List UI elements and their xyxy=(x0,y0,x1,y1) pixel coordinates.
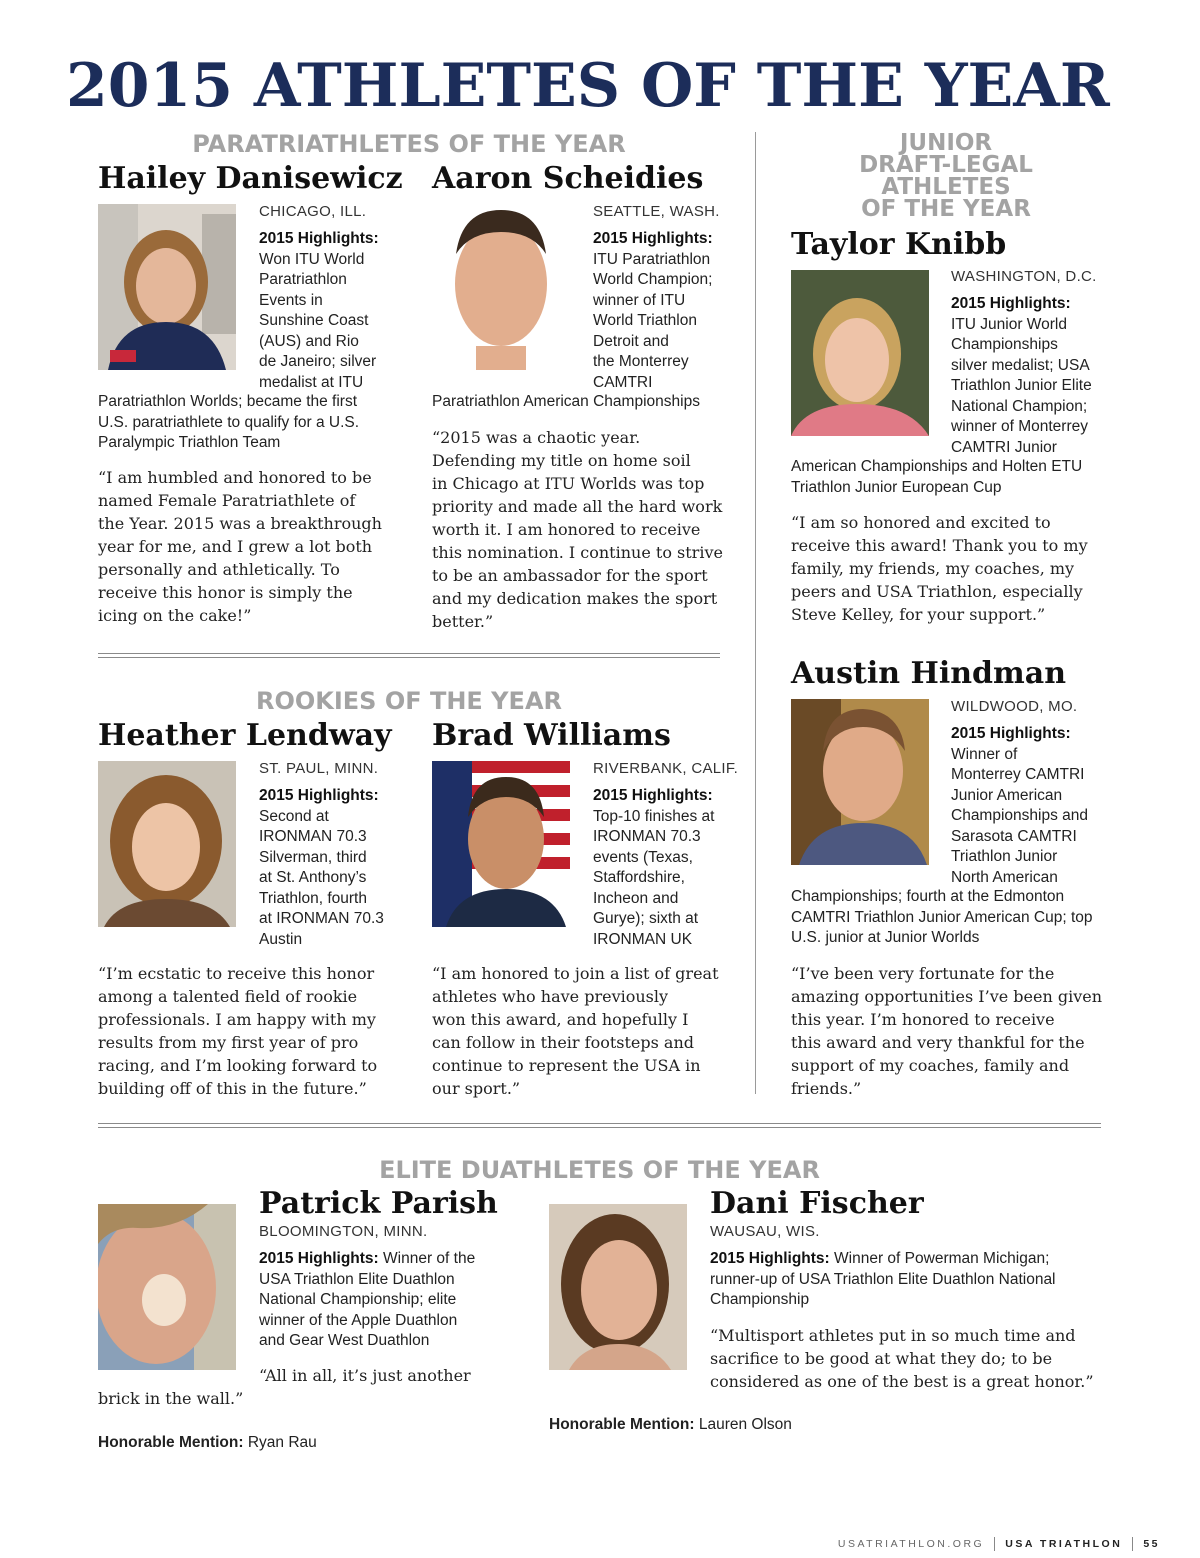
athlete-highlights xyxy=(259,786,409,950)
highlights-line: winner of ITU xyxy=(593,291,686,309)
highlights-line: Paratriathlon American Championships xyxy=(432,393,700,410)
highlights-line: Sunshine Coast xyxy=(259,312,369,329)
athlete-quote xyxy=(98,962,408,1100)
page-footer xyxy=(838,1537,1160,1551)
highlights-line: events (Texas, xyxy=(593,848,693,866)
highlights-line: Paratriathlon xyxy=(259,271,347,288)
honorable-mention xyxy=(98,1433,317,1453)
section-title-duathletes: ELITE DUATHLETES OF THE YEAR xyxy=(379,1156,820,1184)
highlights-line: Won ITU World xyxy=(259,250,365,268)
athlete-quote xyxy=(432,962,732,1100)
athlete-photo-image xyxy=(432,204,570,370)
highlights-line: Incheon and xyxy=(593,889,679,907)
athlete-quote xyxy=(791,962,1121,1100)
highlights-line: Paralympic Triathlon Team xyxy=(98,434,281,451)
quote-line: named Female Paratriathlete of xyxy=(98,491,356,510)
quote-line: professionals. I am happy with my xyxy=(98,1010,376,1029)
athlete-location: WAUSAU, WIS. xyxy=(710,1223,820,1240)
athlete-photo-image xyxy=(549,1204,687,1370)
highlights-line: U.S. paratriathlete to qualify for a U.S. xyxy=(98,413,360,431)
highlights-line: Monterrey CAMTRI xyxy=(951,766,1085,783)
section-divider xyxy=(98,653,720,658)
athlete-quote xyxy=(710,1324,1110,1393)
athlete-name: Taylor Knibb xyxy=(791,227,1007,262)
athlete-photo xyxy=(98,1204,236,1370)
athlete-photo-image xyxy=(98,761,236,927)
quote-line: this year. I’m honored to receive xyxy=(791,1010,1055,1029)
footer-divider xyxy=(994,1537,995,1551)
page-title: 2015 ATHLETES OF THE YEAR xyxy=(66,51,1110,121)
highlights-line: Detroit and xyxy=(593,332,669,350)
athlete-highlights-continued xyxy=(791,457,1111,498)
footer-magazine: USA TRIATHLON xyxy=(1005,1537,1123,1550)
quote-line: and my dedication makes the sport xyxy=(432,589,718,608)
quote-line: among a talented field of rookie xyxy=(98,987,358,1006)
quote-line: “2015 was a chaotic year. xyxy=(432,428,641,447)
highlights-line: Junior American xyxy=(951,786,1063,804)
athlete-name: Hailey Danisewicz xyxy=(98,161,403,196)
quote-line: personally and athletically. To xyxy=(98,560,340,579)
athlete-photo xyxy=(791,270,929,436)
highlights-line: Sarasota CAMTRI xyxy=(951,827,1077,845)
athlete-name: Aaron Scheidies xyxy=(432,161,704,196)
athlete-highlights-continued xyxy=(791,887,1121,949)
quote-line: the Year. 2015 was a breakthrough xyxy=(98,514,382,533)
athlete-photo-image xyxy=(98,1204,236,1370)
highlights-label: 2015 Highlights: xyxy=(710,1250,830,1267)
quote-line: considered as one of the best is a great honor.” xyxy=(710,1372,1094,1391)
quote-line: this nomination. I continue to strive xyxy=(432,543,723,562)
highlights-line: ITU Paratriathlon xyxy=(593,250,711,268)
highlights-label: 2015 Highlights: xyxy=(951,725,1071,742)
quote-line: to be an ambassador for the sport xyxy=(432,566,708,585)
quote-line: priority and made all the hard work xyxy=(432,497,723,516)
highlights-line: USA Triathlon Elite Duathlon xyxy=(259,1270,455,1288)
athlete-name: Dani Fischer xyxy=(710,1186,924,1221)
highlights-line: Paratriathlon Worlds; became the first xyxy=(98,393,358,410)
highlights-label: 2015 Highlights: xyxy=(951,295,1071,312)
athlete-name: Brad Williams xyxy=(432,718,671,753)
athlete-photo xyxy=(98,204,236,370)
highlights-line: Championships and xyxy=(951,807,1089,824)
athlete-location: SEATTLE, WASH. xyxy=(593,203,720,220)
highlights-line: medalist at ITU xyxy=(259,373,364,391)
quote-line: better.” xyxy=(432,612,494,631)
quote-line: receive this honor is simply the xyxy=(98,583,353,602)
honorable-mention-label: Honorable Mention: xyxy=(549,1416,695,1433)
quote-line: athletes who have previously xyxy=(432,987,669,1006)
highlights-line: CAMTRI Triathlon Junior American Cup; top xyxy=(791,908,1093,926)
athlete-quote xyxy=(791,511,1111,626)
highlights-label: 2015 Highlights: xyxy=(259,230,379,247)
quote-line: receive this award! Thank you to my xyxy=(791,536,1088,555)
highlights-label: 2015 Highlights: xyxy=(593,230,713,247)
quote-line: in Chicago at ITU Worlds was top xyxy=(432,474,705,493)
highlights-line: at IRONMAN 70.3 xyxy=(259,910,384,927)
athlete-photo xyxy=(432,204,570,370)
athlete-name: Heather Lendway xyxy=(98,718,392,753)
section-title-junior-line: JUNIOR xyxy=(899,130,993,156)
highlights-line: Staffordshire, xyxy=(593,869,685,886)
athlete-photo-image xyxy=(98,204,236,370)
athlete-location: CHICAGO, ILL. xyxy=(259,203,367,220)
quote-line: support of my coaches, family and xyxy=(791,1056,1070,1075)
section-title-rookies: ROOKIES OF THE YEAR xyxy=(255,687,563,715)
highlights-line: and Gear West Duathlon xyxy=(259,1332,430,1349)
page-number: 55 xyxy=(1143,1537,1160,1550)
highlights-line: World Triathlon xyxy=(593,312,697,329)
athlete-highlights-continued xyxy=(432,392,732,413)
section-title-junior xyxy=(791,132,1101,220)
honorable-mention xyxy=(549,1415,792,1435)
highlights-line: runner-up of USA Triathlon Elite Duathlon National xyxy=(710,1270,1056,1288)
highlights-line: winner of Monterrey xyxy=(951,418,1088,435)
highlights-line: (AUS) and Rio xyxy=(259,332,359,350)
highlights-line: CAMTRI Junior xyxy=(951,438,1057,456)
highlights-line: Triathlon Junior xyxy=(951,848,1058,865)
athlete-highlights xyxy=(259,1249,519,1352)
highlights-line: Championships; fourth at the Edmonton xyxy=(791,888,1065,905)
highlights-line: silver medalist; USA xyxy=(951,356,1090,374)
column-divider xyxy=(755,132,756,1094)
highlights-line: Gurye); sixth at xyxy=(593,910,699,927)
highlights-line: the Monterrey xyxy=(593,353,689,370)
highlights-line: Winner of xyxy=(951,745,1018,763)
quote-line: “I am honored to join a list of great xyxy=(432,964,719,983)
quote-line: continue to represent the USA in xyxy=(432,1056,701,1075)
honorable-mention-value: Ryan Rau xyxy=(243,1434,317,1451)
section-divider xyxy=(98,1123,1101,1128)
quote-line: peers and USA Triathlon, especially xyxy=(791,582,1083,601)
quote-line: won this award, and hopefully I xyxy=(432,1010,689,1029)
highlights-line: Silverman, third xyxy=(259,848,367,866)
athlete-location: WILDWOOD, MO. xyxy=(951,698,1078,715)
highlights-line: IRONMAN 70.3 xyxy=(259,828,367,845)
athlete-quote: “All in all, it’s just another xyxy=(259,1366,471,1385)
section-title-junior-line: DRAFT-LEGAL xyxy=(859,152,1033,178)
athlete-location: ST. PAUL, MINN. xyxy=(259,760,379,777)
highlights-line: North American xyxy=(951,868,1058,886)
highlights-line: Triathlon Junior European Cup xyxy=(791,478,1002,496)
quote-line: our sport.” xyxy=(432,1079,521,1098)
quote-line: amazing opportunities I’ve been given xyxy=(791,987,1103,1006)
highlights-line: Top-10 finishes at xyxy=(593,807,715,825)
highlights-line: Championship xyxy=(710,1291,810,1308)
section-title-paratriathletes: PARATRIATHLETES OF THE YEAR xyxy=(192,130,626,158)
athlete-quote xyxy=(432,426,732,633)
highlights-label: 2015 Highlights: xyxy=(593,787,713,804)
athlete-quote-continued: brick in the wall.” xyxy=(98,1389,244,1408)
highlights-line: Triathlon Junior Elite xyxy=(951,377,1092,394)
quote-line: worth it. I am honored to receive xyxy=(432,520,701,539)
highlights-line: IRONMAN UK xyxy=(593,930,693,948)
quote-line: friends.” xyxy=(791,1079,862,1098)
quote-line: building off of this in the future.” xyxy=(98,1079,367,1098)
highlights-label: 2015 Highlights: xyxy=(259,787,379,804)
highlights-line: Austin xyxy=(259,930,303,948)
quote-line: results from my first year of pro xyxy=(98,1033,359,1052)
section-title-junior-line: ATHLETES xyxy=(881,174,1011,200)
quote-line: sacrifice to be good at what they do; to be xyxy=(710,1349,1053,1368)
athlete-highlights xyxy=(710,1249,1110,1311)
highlights-line: Winner of Powerman Michigan; xyxy=(834,1250,1050,1267)
athlete-photo-image xyxy=(791,270,929,436)
highlights-line: de Janeiro; silver xyxy=(259,353,377,370)
quote-line: “I am so honored and excited to xyxy=(791,513,1051,532)
highlights-line: Triathlon, fourth xyxy=(259,889,367,907)
quote-line: can follow in their footsteps and xyxy=(432,1033,695,1052)
athlete-photo xyxy=(432,761,570,927)
athlete-highlights xyxy=(593,786,743,950)
quote-line: Steve Kelley, for your support.” xyxy=(791,605,1046,624)
athlete-photo-image xyxy=(791,699,929,865)
highlights-line: Second at xyxy=(259,807,329,825)
athlete-location: WASHINGTON, D.C. xyxy=(951,268,1097,285)
athlete-location: BLOOMINGTON, MINN. xyxy=(259,1223,428,1240)
athlete-highlights-continued xyxy=(98,392,408,454)
honorable-mention-value: Lauren Olson xyxy=(694,1416,792,1433)
athlete-highlights xyxy=(593,229,743,393)
highlights-line: winner of the Apple Duathlon xyxy=(259,1311,458,1329)
athlete-highlights xyxy=(951,724,1111,888)
highlights-line: at St. Anthony’s xyxy=(259,869,367,886)
quote-line: “I’ve been very fortunate for the xyxy=(791,964,1055,983)
section-title-junior-line: OF THE YEAR xyxy=(861,196,1031,222)
quote-line: “Multisport athletes put in so much time and xyxy=(710,1326,1076,1345)
quote-line: Defending my title on home soil xyxy=(432,451,691,470)
highlights-line: National Champion; xyxy=(951,397,1088,415)
athlete-name: Patrick Parish xyxy=(259,1186,498,1221)
quote-line: family, my friends, my coaches, my xyxy=(791,559,1075,578)
highlights-line: CAMTRI xyxy=(593,373,653,391)
quote-line: year for me, and I grew a lot both xyxy=(98,537,373,556)
quote-line: “I’m ecstatic to receive this honor xyxy=(98,964,375,983)
quote-line: “I am humbled and honored to be xyxy=(98,468,372,487)
athlete-name: Austin Hindman xyxy=(791,656,1067,691)
highlights-line: IRONMAN 70.3 xyxy=(593,828,701,845)
quote-line: racing, and I’m looking forward to xyxy=(98,1056,378,1075)
honorable-mention-label: Honorable Mention: xyxy=(98,1434,244,1451)
quote-line: this award and very thankful for the xyxy=(791,1033,1085,1052)
highlights-label: 2015 Highlights: xyxy=(259,1250,379,1267)
athlete-photo xyxy=(98,761,236,927)
highlights-line: Winner of the xyxy=(383,1250,476,1267)
quote-line: icing on the cake!” xyxy=(98,606,252,625)
athlete-highlights xyxy=(951,294,1111,458)
highlights-line: World Champion; xyxy=(593,271,713,288)
athlete-location: RIVERBANK, CALIF. xyxy=(593,760,739,777)
highlights-line: Events in xyxy=(259,291,323,309)
athlete-photo-image xyxy=(432,761,570,927)
footer-site: USATRIATHLON.ORG xyxy=(837,1537,985,1550)
highlights-line: U.S. junior at Junior Worlds xyxy=(791,929,980,946)
highlights-line: National Championship; elite xyxy=(259,1291,457,1308)
athlete-photo xyxy=(549,1204,687,1370)
footer-divider xyxy=(1132,1537,1133,1551)
athlete-photo xyxy=(791,699,929,865)
highlights-line: ITU Junior World xyxy=(951,315,1067,333)
athlete-highlights xyxy=(259,229,409,393)
highlights-line: Championships xyxy=(951,336,1058,353)
highlights-line: American Championships and Holten ETU xyxy=(791,458,1083,475)
athlete-quote xyxy=(98,466,408,627)
